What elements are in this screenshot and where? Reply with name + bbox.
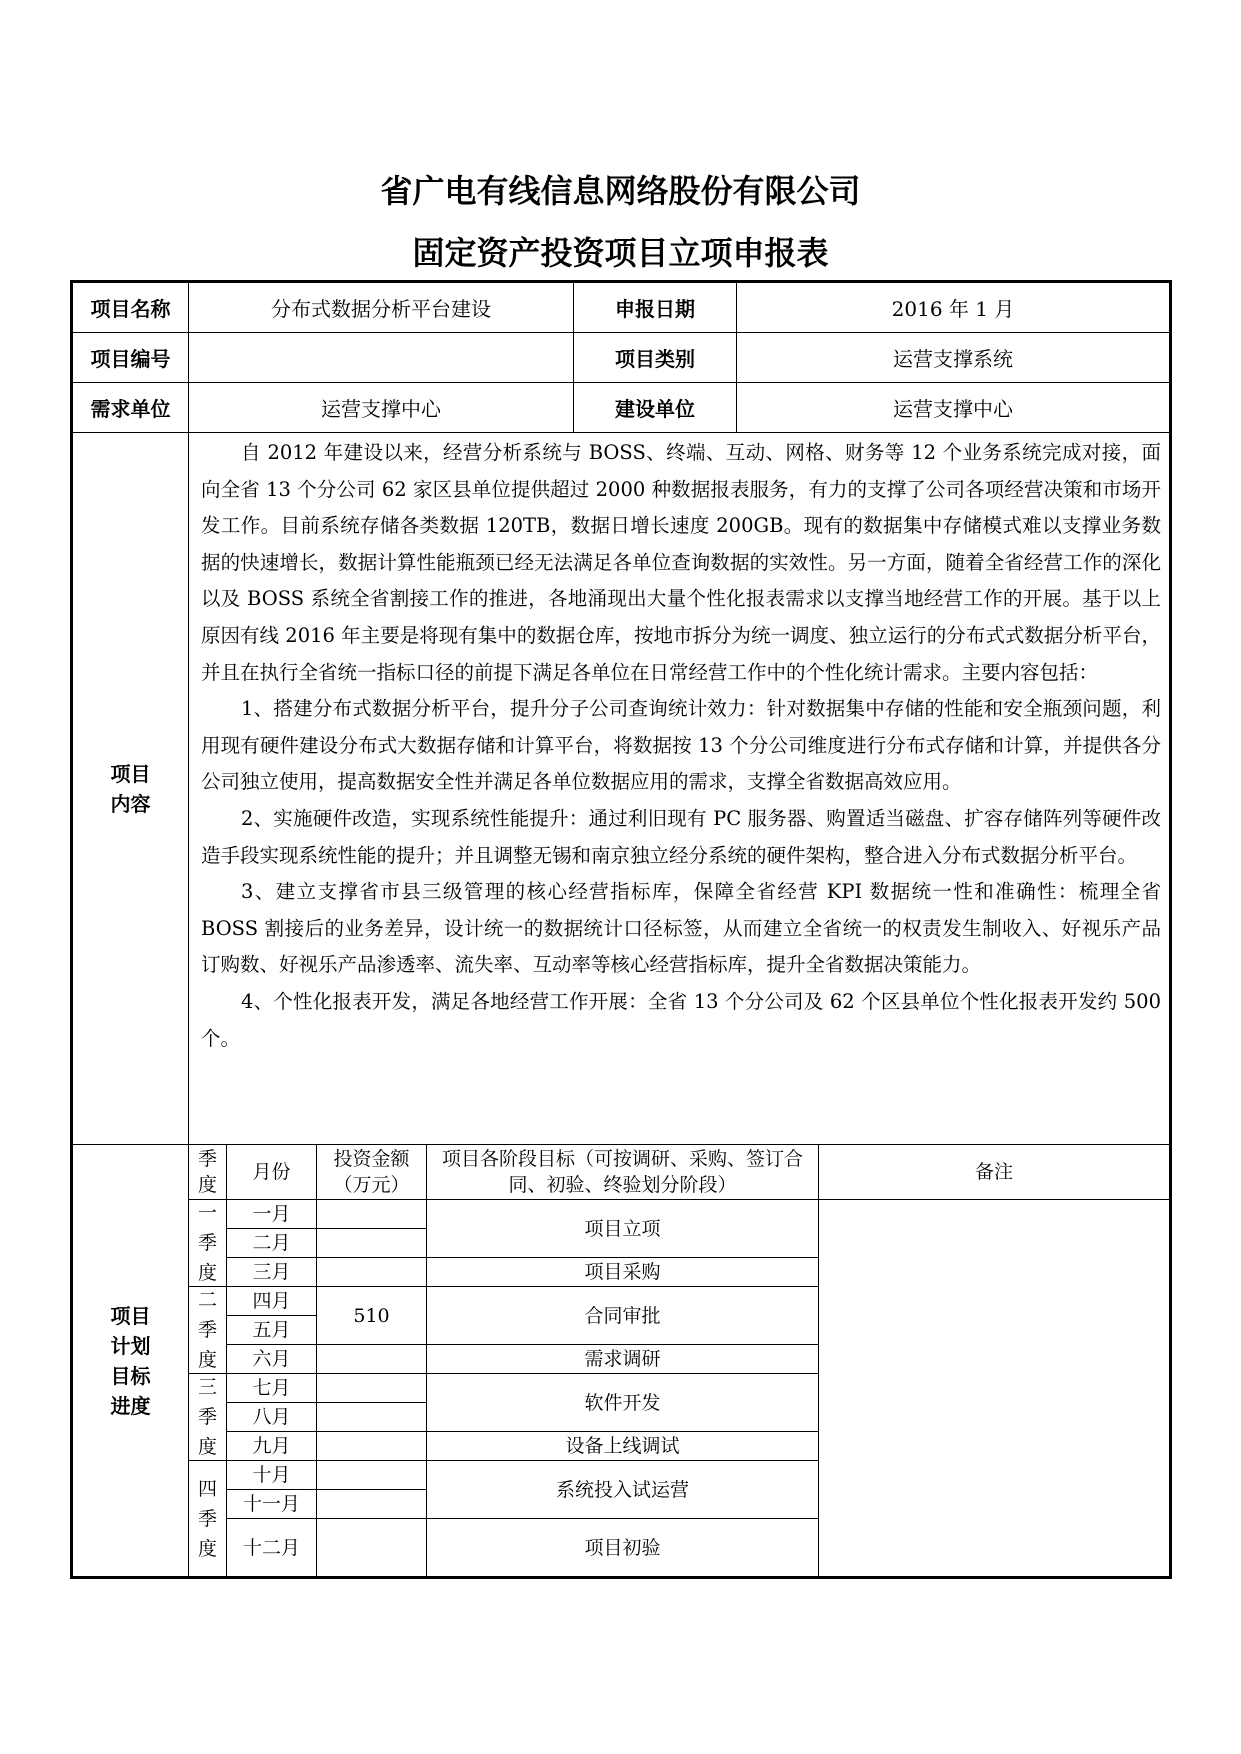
invest-cell (317, 1432, 427, 1461)
invest-cell (317, 1345, 427, 1374)
quarter-1: 一季度 (189, 1200, 227, 1287)
content-text (201, 435, 1161, 1057)
stage-cell: 项目采购 (427, 1258, 819, 1287)
project-name-value: 分布式数据分析平台建设 (189, 283, 574, 332)
col-header-month: 月份 (227, 1145, 317, 1200)
company-title: 省广电有线信息网络股份有限公司 (380, 172, 861, 210)
construction-unit-value: 运营支撑中心 (893, 397, 1013, 421)
month-cell: 八月 (227, 1403, 317, 1432)
invest-cell (317, 1519, 427, 1576)
quarter-2: 二季度 (189, 1287, 227, 1374)
stage-cell: 系统投入试运营 (427, 1461, 819, 1519)
col-header-remark: 备注 (819, 1145, 1169, 1200)
demand-unit-label: 需求单位 (73, 383, 189, 432)
project-no-value (189, 333, 574, 382)
row-project-name (73, 283, 1169, 333)
col-header-stage: 项目各阶段目标（可按调研、采购、签订合同、初验、终验划分阶段） (427, 1145, 819, 1200)
invest-cell (317, 1258, 427, 1287)
content-paragraph: 4、个性化报表开发，满足各地经营工作开展：全省 13 个分公司及 62 个区县单位个性化报表开发约 500 个。 (201, 989, 1161, 1050)
month-cell: 六月 (227, 1345, 317, 1374)
month-cell: 五月 (227, 1316, 317, 1345)
stage-cell: 项目初验 (427, 1519, 819, 1576)
project-name-label: 项目名称 (73, 283, 189, 332)
form-title: 固定资产投资项目立项申报表 (412, 234, 829, 272)
quarter-3: 三季度 (189, 1374, 227, 1461)
content-paragraph: 1、搭建分布式数据分析平台，提升分子公司查询统计效力：针对数据集中存储的性能和安全瓶颈问题，利用现有硬件建设分布式大数据存储和计算平台，将数据按 13 个分公司维度进行分布式存储和计算，并提供各分公司独立使用，提高数据安全性并满足各单位数据应用的需求，支撑全省数据高效应用。 (201, 697, 1161, 794)
month-cell: 三月 (227, 1258, 317, 1287)
remark-cell (819, 1200, 1169, 1576)
month-cell: 七月 (227, 1374, 317, 1403)
report-date-label: 申报日期 (574, 283, 737, 332)
month-cell: 二月 (227, 1229, 317, 1258)
content-paragraph: 2、实施硬件改造，实现系统性能提升：通过利旧现有 PC 服务器、购置适当磁盘、扩容存储阵列等硬件改造手段实现系统性能的提升；并且调整无锡和南京独立经分系统的硬件架构，整合进入分布式数据分析平台。 (201, 806, 1161, 867)
month-cell: 十一月 (227, 1490, 317, 1519)
invest-cell (317, 1200, 427, 1229)
col-header-quarter: 季度 (189, 1145, 227, 1200)
project-category-value: 运营支撑系统 (893, 347, 1013, 371)
invest-cell (317, 1490, 427, 1519)
month-cell: 十二月 (227, 1519, 317, 1576)
month-cell: 四月 (227, 1287, 317, 1316)
content-paragraph: 自 2012 年建设以来，经营分析系统与 BOSS、终端、互动、网格、财务等 12 个业务系统完成对接，面向全省 13 个分公司 62 家区县单位提供超过 2000 种数据报表服务，有力的支撑了公司各项经营决策和市场开发工作。目前系统存储各类数据 120TB，数据日增长速度 200GB。现有的数据集中存储模式难以支撑业务数据的快速增长，数据计算性能瓶颈已经无法满足各单位查询数据的实效性。另一方面，随着全省经营工作的深化以及 BOSS 系统全省割接工作的推进，各地涌现出大量个性化报表需求以支撑当地经营工作的开展。基于以上原因有线 2016 年主要是将现有集中的数据仓库，按地市拆分为统一调度、独立运行的分布式式数据分析平台，并且在执行全省统一指标口径的前提下满足各单位在日常经营工作中的个性化统计需求。主要内容包括： (201, 441, 1161, 684)
plan-table (189, 1145, 1169, 1576)
stage-cell: 项目立项 (427, 1200, 819, 1258)
month-cell: 一月 (227, 1200, 317, 1229)
month-cell: 九月 (227, 1432, 317, 1461)
invest-cell (317, 1461, 427, 1490)
project-category-label: 项目类别 (574, 333, 737, 382)
row-project-no (73, 333, 1169, 383)
row-demand-unit (73, 383, 1169, 433)
construction-unit-label: 建设单位 (574, 383, 737, 432)
content-paragraph: 3、建立支撑省市县三级管理的核心经营指标库，保障全省经营 KPI 数据统一性和准确性：梳理全省 BOSS 割接后的业务差异，设计统一的数据统计口径标签，从而建立全省统一的权责发生制收入、好视乐产品订购数、好视乐产品渗透率、流失率、互动率等核心经营指标库，提升全省数据决策能力。 (201, 880, 1161, 977)
stage-cell: 设备上线调试 (427, 1432, 819, 1461)
invest-cell (317, 1374, 427, 1403)
invest-cell (317, 1229, 427, 1258)
content-label: 项目 内容 (73, 433, 189, 1144)
project-no-label: 项目编号 (73, 333, 189, 382)
demand-unit-value: 运营支撑中心 (189, 383, 574, 432)
stage-cell: 需求调研 (427, 1345, 819, 1374)
col-header-invest: 投资金额（万元） (317, 1145, 427, 1200)
stage-cell: 合同审批 (427, 1287, 819, 1345)
stage-cell: 软件开发 (427, 1374, 819, 1432)
report-date-value: 2016 年 1 月 (891, 297, 1015, 321)
month-cell: 十月 (227, 1461, 317, 1490)
invest-cell (317, 1403, 427, 1432)
quarter-4: 四季度 (189, 1461, 227, 1576)
application-form (70, 280, 1172, 1579)
plan-label: 项目 计划 目标 进度 (73, 1145, 189, 1576)
invest-amount-q2: 510 (317, 1287, 427, 1345)
